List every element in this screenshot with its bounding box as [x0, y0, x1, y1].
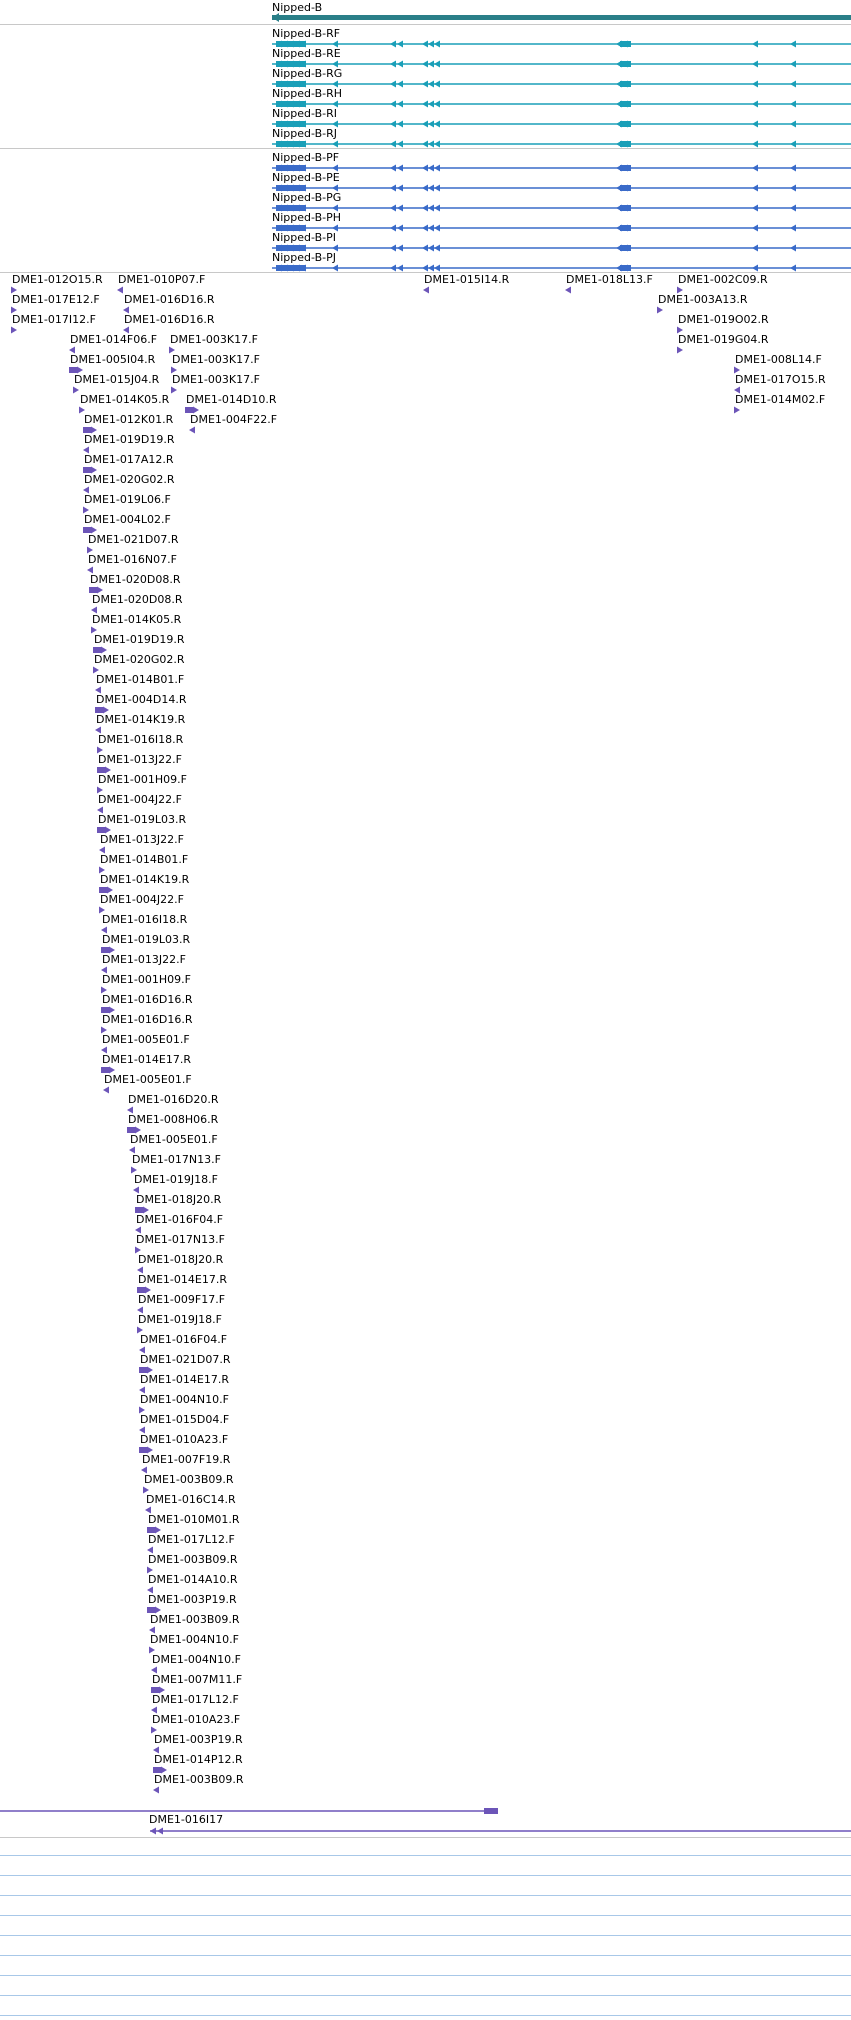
est-dme1-016d16.r-label[interactable]: DME1-016D16.R [102, 993, 193, 1006]
transcript-nipped-b-re-label[interactable]: Nipped-B-RE [272, 47, 341, 60]
est-dme1-007m11.f-label[interactable]: DME1-007M11.F [152, 1673, 243, 1686]
transcript-nipped-b-rh-strand-arrow [397, 101, 403, 108]
transcript-nipped-b-ph-strand-arrow [752, 225, 758, 232]
est-dme1-014k19.r-label[interactable]: DME1-014K19.R [96, 713, 186, 726]
est-dme1-019j18.f-label[interactable]: DME1-019J18.F [134, 1173, 218, 1186]
transcript-nipped-b-pe-strand-arrow [422, 185, 428, 192]
long-est-label[interactable]: DME1-016I17 [149, 1813, 224, 1826]
est-dme1-017l12.f-label[interactable]: DME1-017L12.F [152, 1693, 239, 1706]
est-dme1-015j04.r-label[interactable]: DME1-015J04.R [74, 373, 160, 386]
transcript-nipped-b-pg-label[interactable]: Nipped-B-PG [272, 191, 342, 204]
est-dme1-003p19.r-label[interactable]: DME1-003P19.R [148, 1593, 237, 1606]
transcript-nipped-b-pj-strand-arrow [422, 265, 428, 272]
transcript-nipped-b-pf-strand-arrow [752, 165, 758, 172]
est-dme1-019l03.r-label[interactable]: DME1-019L03.R [98, 813, 187, 826]
est-dme1-016d16.r-label[interactable]: DME1-016D16.R [124, 313, 215, 326]
est-dme1-003b09.r-label[interactable]: DME1-003B09.R [154, 1773, 244, 1786]
transcript-nipped-b-re-strand-arrow [428, 61, 434, 68]
est-dme1-014e17.r-label[interactable]: DME1-014E17.R [138, 1273, 227, 1286]
est-dme1-005e01.f-label[interactable]: DME1-005E01.F [102, 1033, 190, 1046]
est-dme1-003k17.f-label[interactable]: DME1-003K17.F [172, 373, 260, 386]
transcript-nipped-b-ph-strand-arrow [422, 225, 428, 232]
est-dme1-016i18.r-label[interactable]: DME1-016I18.R [98, 733, 184, 746]
est-dme1-014e17.r-label[interactable]: DME1-014E17.R [140, 1373, 229, 1386]
transcript-nipped-b-rf-label[interactable]: Nipped-B-RF [272, 27, 341, 40]
transcript-nipped-b-pi-strand-arrow [428, 245, 434, 252]
transcript-nipped-b-rh-strand-arrow [390, 101, 396, 108]
est-dme1-018j20.r-label[interactable]: DME1-018J20.R [138, 1253, 224, 1266]
transcript-nipped-b-rj-strand-arrow [332, 141, 338, 148]
transcript-nipped-b-ri-label[interactable]: Nipped-B-RI [272, 107, 337, 120]
gene-strand-arrow [272, 13, 279, 22]
est-dme1-018l13.f-label[interactable]: DME1-018L13.F [566, 273, 653, 286]
est-dme1-019d19.r-label[interactable]: DME1-019D19.R [84, 433, 175, 446]
est-dme1-010m01.r-label[interactable]: DME1-010M01.R [148, 1513, 240, 1526]
transcript-nipped-b-pe-strand-arrow [428, 185, 434, 192]
transcript-nipped-b-pi-strand-arrow [616, 245, 622, 252]
est-dme1-003a13.r-marker [657, 307, 663, 314]
transcript-nipped-b-pg-strand-arrow [616, 205, 622, 212]
est-dme1-004l02.f-label[interactable]: DME1-004L02.F [84, 513, 171, 526]
transcript-nipped-b-pi-label[interactable]: Nipped-B-PI [272, 231, 336, 244]
est-dme1-020d08.r-label[interactable]: DME1-020D08.R [92, 593, 183, 606]
transcript-nipped-b-pj-strand-arrow [434, 265, 440, 272]
transcript-nipped-b-rf-strand-arrow [752, 41, 758, 48]
est-dme1-017n13.f-label[interactable]: DME1-017N13.F [136, 1233, 225, 1246]
transcript-nipped-b-ph-strand-arrow [390, 225, 396, 232]
transcript-nipped-b-rj-strand-arrow [752, 141, 758, 148]
transcript-nipped-b-pe-strand-arrow [790, 185, 796, 192]
est-dme1-016i18.r-label[interactable]: DME1-016I18.R [102, 913, 188, 926]
est-dme1-004n10.f-label[interactable]: DME1-004N10.F [150, 1633, 239, 1646]
transcript-nipped-b-re-strand-arrow [752, 61, 758, 68]
est-dme1-004j22.f-label[interactable]: DME1-004J22.F [98, 793, 182, 806]
transcript-nipped-b-pe-label[interactable]: Nipped-B-PE [272, 171, 340, 184]
est-dme1-014e17.r-label[interactable]: DME1-014E17.R [102, 1053, 191, 1066]
est-dme1-015i14.r-marker [423, 287, 429, 294]
transcript-nipped-b-pi-strand-arrow [397, 245, 403, 252]
transcript-nipped-b-ri-strand-arrow [616, 121, 622, 128]
est-dme1-004n10.f-label[interactable]: DME1-004N10.F [140, 1393, 229, 1406]
transcript-nipped-b-re-strand-arrow [616, 61, 622, 68]
transcript-nipped-b-pe-strand-arrow [752, 185, 758, 192]
est-dme1-005e01.f-marker [103, 1087, 109, 1094]
est-dme1-018j20.r-label[interactable]: DME1-018J20.R [136, 1193, 222, 1206]
gene-model-bar [272, 15, 851, 20]
est-dme1-012o15.r-label[interactable]: DME1-012O15.R [12, 273, 103, 286]
est-dme1-004f22.f-marker [189, 427, 195, 434]
transcript-nipped-b-rj-strand-arrow [616, 141, 622, 148]
est-dme1-016n07.f-label[interactable]: DME1-016N07.F [88, 553, 177, 566]
transcript-nipped-b-rg-strand-arrow [616, 81, 622, 88]
transcript-nipped-b-ph-strand-arrow [790, 225, 796, 232]
est-dme1-017i12.f-label[interactable]: DME1-017I12.F [12, 313, 96, 326]
est-dme1-005i04.r-label[interactable]: DME1-005I04.R [70, 353, 156, 366]
transcript-nipped-b-pf-strand-arrow [616, 165, 622, 172]
est-dme1-013j22.f-label[interactable]: DME1-013J22.F [100, 833, 184, 846]
transcript-nipped-b-ri-strand-arrow [390, 121, 396, 128]
est-dme1-021d07.r-label[interactable]: DME1-021D07.R [140, 1353, 231, 1366]
transcript-nipped-b-ri-strand-arrow [422, 121, 428, 128]
est-dme1-004n10.f-label[interactable]: DME1-004N10.F [152, 1653, 241, 1666]
est-dme1-005e01.f-label[interactable]: DME1-005E01.F [104, 1073, 192, 1086]
transcript-nipped-b-ri-strand-arrow [790, 121, 796, 128]
transcript-nipped-b-ri-strand-arrow [428, 121, 434, 128]
transcript-nipped-b-rg-strand-arrow [434, 81, 440, 88]
est-dme1-003b09.r-label[interactable]: DME1-003B09.R [148, 1553, 238, 1566]
transcript-nipped-b-pe-strand-arrow [616, 185, 622, 192]
est-dme1-017a12.r-label[interactable]: DME1-017A12.R [84, 453, 174, 466]
transcript-nipped-b-pf-strand-arrow [434, 165, 440, 172]
est-dme1-003a13.r-label[interactable]: DME1-003A13.R [658, 293, 748, 306]
transcript-nipped-b-rj-strand-arrow [422, 141, 428, 148]
est-dme1-009f17.f-label[interactable]: DME1-009F17.F [138, 1293, 226, 1306]
transcript-nipped-b-ph-strand-arrow [616, 225, 622, 232]
transcript-nipped-b-pj-strand-arrow [790, 265, 796, 272]
transcript-nipped-b-ph-strand-arrow [428, 225, 434, 232]
est-dme1-010p07.f-label[interactable]: DME1-010P07.F [118, 273, 206, 286]
est-dme1-017o15.r-label[interactable]: DME1-017O15.R [735, 373, 826, 386]
est-dme1-014k19.r-label[interactable]: DME1-014K19.R [100, 873, 190, 886]
transcript-nipped-b-pj-strand-arrow [428, 265, 434, 272]
transcript-nipped-b-rg-strand-arrow [752, 81, 758, 88]
est-dme1-016f04.f-label[interactable]: DME1-016F04.F [140, 1333, 228, 1346]
est-dme1-004f22.f-label[interactable]: DME1-004F22.F [190, 413, 278, 426]
est-dme1-020g02.r-label[interactable]: DME1-020G02.R [94, 653, 185, 666]
est-dme1-001h09.f-label[interactable]: DME1-001H09.F [102, 973, 191, 986]
est-dme1-014b01.f-label[interactable]: DME1-014B01.F [100, 853, 189, 866]
transcript-nipped-b-rg-strand-arrow [428, 81, 434, 88]
transcript-nipped-b-pj-label[interactable]: Nipped-B-PJ [272, 251, 336, 264]
transcript-nipped-b-ri-strand-arrow [752, 121, 758, 128]
est-dme1-013j22.f-label[interactable]: DME1-013J22.F [102, 953, 186, 966]
transcript-nipped-b-pe-strand-arrow [434, 185, 440, 192]
transcript-nipped-b-rf-strand-arrow [390, 41, 396, 48]
est-dme1-012k01.r-label[interactable]: DME1-012K01.R [84, 413, 174, 426]
est-dme1-016c14.r-label[interactable]: DME1-016C14.R [146, 1493, 236, 1506]
transcript-nipped-b-rh-strand-arrow [428, 101, 434, 108]
est-dme1-021d07.r-label[interactable]: DME1-021D07.R [88, 533, 179, 546]
transcript-nipped-b-pf-strand-arrow [790, 165, 796, 172]
transcript-nipped-b-pf-label[interactable]: Nipped-B-PF [272, 151, 340, 164]
est-dme1-003b09.r-label[interactable]: DME1-003B09.R [144, 1473, 234, 1486]
est-dme1-010a23.f-label[interactable]: DME1-010A23.F [152, 1713, 241, 1726]
transcript-nipped-b-pi-strand-arrow [422, 245, 428, 252]
est-dme1-010a23.f-label[interactable]: DME1-010A23.F [140, 1433, 229, 1446]
est-dme1-019o02.r-label[interactable]: DME1-019O02.R [678, 313, 769, 326]
est-dme1-014d10.r-label[interactable]: DME1-014D10.R [186, 393, 277, 406]
est-dme1-016d20.r-label[interactable]: DME1-016D20.R [128, 1093, 219, 1106]
est-dme1-014f06.f-label[interactable]: DME1-014F06.F [70, 333, 158, 346]
est-dme1-003k17.f-label[interactable]: DME1-003K17.F [170, 333, 258, 346]
transcript-nipped-b-re-strand-arrow [397, 61, 403, 68]
transcript-nipped-b-pi-strand-arrow [790, 245, 796, 252]
est-dme1-019d19.r-label[interactable]: DME1-019D19.R [94, 633, 185, 646]
transcript-nipped-b-pg-strand-arrow [422, 205, 428, 212]
transcript-nipped-b-ph-strand-arrow [434, 225, 440, 232]
est-dme1-004d14.r-label[interactable]: DME1-004D14.R [96, 693, 187, 706]
transcript-nipped-b-rf-strand-arrow [434, 41, 440, 48]
transcript-nipped-b-rj-strand-arrow [390, 141, 396, 148]
transcript-nipped-b-pj-strand-arrow [397, 265, 403, 272]
transcript-nipped-b-pe-strand-arrow [397, 185, 403, 192]
est-dme1-002c09.r-label[interactable]: DME1-002C09.R [678, 273, 768, 286]
est-dme1-016d16.r-label[interactable]: DME1-016D16.R [124, 293, 215, 306]
transcript-nipped-b-rf-strand-arrow [790, 41, 796, 48]
transcript-nipped-b-pj-strand-arrow [752, 265, 758, 272]
transcript-nipped-b-rg-strand-arrow [390, 81, 396, 88]
transcript-nipped-b-re-strand-arrow [434, 61, 440, 68]
transcript-nipped-b-rj-strand-arrow [434, 141, 440, 148]
transcript-nipped-b-pf-strand-arrow [397, 165, 403, 172]
transcript-nipped-b-pf-strand-arrow [428, 165, 434, 172]
transcript-nipped-b-rh-strand-arrow [790, 101, 796, 108]
est-dme1-013j22.f-label[interactable]: DME1-013J22.F [98, 753, 182, 766]
gene-label[interactable]: Nipped-B [272, 1, 323, 14]
transcript-nipped-b-rg-strand-arrow [397, 81, 403, 88]
est-dme1-014k05.r-label[interactable]: DME1-014K05.R [80, 393, 170, 406]
transcript-nipped-b-pi-strand-arrow [390, 245, 396, 252]
transcript-nipped-b-re-strand-arrow [790, 61, 796, 68]
est-dme1-008h06.r-label[interactable]: DME1-008H06.R [128, 1113, 219, 1126]
transcript-nipped-b-pi-strand-arrow [752, 245, 758, 252]
transcript-nipped-b-pg-strand-arrow [790, 205, 796, 212]
est-dme1-020g02.r-label[interactable]: DME1-020G02.R [84, 473, 175, 486]
transcript-nipped-b-rg-strand-arrow [790, 81, 796, 88]
est-dme1-014a10.r-label[interactable]: DME1-014A10.R [148, 1573, 238, 1586]
transcript-nipped-b-re-strand-arrow [422, 61, 428, 68]
est-dme1-019l03.r-label[interactable]: DME1-019L03.R [102, 933, 191, 946]
transcript-nipped-b-pe-strand-arrow [390, 185, 396, 192]
transcript-nipped-b-rj-label[interactable]: Nipped-B-RJ [272, 127, 337, 140]
est-dme1-003k17.f-label[interactable]: DME1-003K17.F [172, 353, 260, 366]
transcript-nipped-b-pg-strand-arrow [434, 205, 440, 212]
transcript-nipped-b-rf-strand-arrow [616, 41, 622, 48]
transcript-nipped-b-rh-strand-arrow [422, 101, 428, 108]
est-dme1-003b09.r-label[interactable]: DME1-003B09.R [150, 1613, 240, 1626]
est-dme1-019j18.f-label[interactable]: DME1-019J18.F [138, 1313, 222, 1326]
transcript-nipped-b-pi-strand-arrow [434, 245, 440, 252]
est-dme1-015j04.r-marker [73, 387, 79, 394]
transcript-nipped-b-rf-strand-arrow [428, 41, 434, 48]
transcript-nipped-b-ri-strand-arrow [434, 121, 440, 128]
est-dme1-016d16.r-label[interactable]: DME1-016D16.R [102, 1013, 193, 1026]
est-dme1-016f04.f-label[interactable]: DME1-016F04.F [136, 1213, 224, 1226]
transcript-nipped-b-ri-strand-arrow [397, 121, 403, 128]
est-dme1-015d04.f-label[interactable]: DME1-015D04.F [140, 1413, 230, 1426]
est-dme1-003k17.f-marker [171, 387, 177, 394]
est-dme1-014m02.f-label[interactable]: DME1-014M02.F [735, 393, 826, 406]
est-dme1-020d08.r-label[interactable]: DME1-020D08.R [90, 573, 181, 586]
est-dme1-015i14.r-label[interactable]: DME1-015I14.R [424, 273, 510, 286]
long-est-arrow [150, 1828, 156, 1835]
transcript-nipped-b-rj-strand-arrow [397, 141, 403, 148]
est-dme1-010p07.f-marker [117, 287, 123, 294]
transcript-nipped-b-rh-strand-arrow [434, 101, 440, 108]
est-dme1-017i12.f-marker [11, 327, 17, 334]
est-dme1-004j22.f-label[interactable]: DME1-004J22.F [100, 893, 184, 906]
transcript-nipped-b-pg-strand-arrow [752, 205, 758, 212]
est-dme1-019g04.r-marker [677, 347, 683, 354]
transcript-nipped-b-pg-strand-arrow [390, 205, 396, 212]
transcript-nipped-b-rh-label[interactable]: Nipped-B-RH [272, 87, 343, 100]
est-dme1-019l06.f-label[interactable]: DME1-019L06.F [84, 493, 171, 506]
transcript-nipped-b-rj-strand-arrow [790, 141, 796, 148]
transcript-nipped-b-pf-strand-arrow [390, 165, 396, 172]
transcript-nipped-b-ph-label[interactable]: Nipped-B-PH [272, 211, 341, 224]
transcript-nipped-b-rf-strand-arrow [397, 41, 403, 48]
transcript-nipped-b-rg-strand-arrow [422, 81, 428, 88]
est-dme1-014m02.f-marker [734, 407, 740, 414]
transcript-nipped-b-rg-label[interactable]: Nipped-B-RG [272, 67, 343, 80]
long-est-arrow [157, 1828, 163, 1835]
est-dme1-019g04.r-label[interactable]: DME1-019G04.R [678, 333, 769, 346]
est-dme1-018l13.f-marker [565, 287, 571, 294]
transcript-nipped-b-pj-strand-arrow [332, 265, 338, 272]
transcript-nipped-b-rh-strand-arrow [616, 101, 622, 108]
est-dme1-014p12.r-label[interactable]: DME1-014P12.R [154, 1753, 243, 1766]
est-dme1-008l14.f-label[interactable]: DME1-008L14.F [735, 353, 822, 366]
transcript-nipped-b-ph-strand-arrow [397, 225, 403, 232]
transcript-nipped-b-re-strand-arrow [390, 61, 396, 68]
est-dme1-005e01.f-label[interactable]: DME1-005E01.F [130, 1133, 218, 1146]
long-est-exon [484, 1808, 498, 1814]
transcript-nipped-b-pg-strand-arrow [428, 205, 434, 212]
est-dme1-003p19.r-label[interactable]: DME1-003P19.R [154, 1733, 243, 1746]
transcript-nipped-b-pj-strand-arrow [390, 265, 396, 272]
est-dme1-014k05.r-label[interactable]: DME1-014K05.R [92, 613, 182, 626]
transcript-nipped-b-pf-strand-arrow [422, 165, 428, 172]
est-dme1-017e12.f-label[interactable]: DME1-017E12.F [12, 293, 100, 306]
est-dme1-014b01.f-label[interactable]: DME1-014B01.F [96, 673, 185, 686]
est-dme1-017l12.f-label[interactable]: DME1-017L12.F [148, 1533, 235, 1546]
transcript-nipped-b-rj-strand-arrow [428, 141, 434, 148]
est-dme1-017n13.f-label[interactable]: DME1-017N13.F [132, 1153, 221, 1166]
est-dme1-001h09.f-label[interactable]: DME1-001H09.F [98, 773, 187, 786]
transcript-nipped-b-pj-strand-arrow [616, 265, 622, 272]
transcript-nipped-b-rh-strand-arrow [752, 101, 758, 108]
est-dme1-007f19.r-label[interactable]: DME1-007F19.R [142, 1453, 231, 1466]
transcript-nipped-b-rf-strand-arrow [422, 41, 428, 48]
est-dme1-003b09.r-marker [153, 1787, 159, 1794]
transcript-nipped-b-pg-strand-arrow [397, 205, 403, 212]
